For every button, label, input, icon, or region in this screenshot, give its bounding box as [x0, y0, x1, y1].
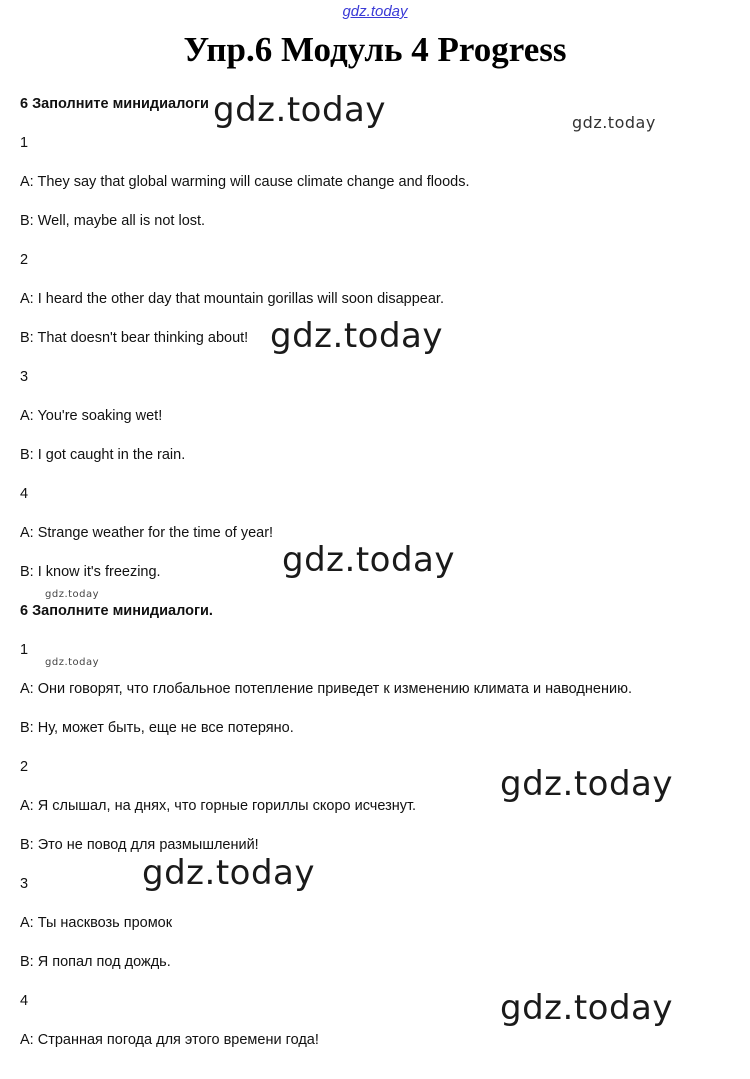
watermark: gdz.today — [500, 988, 673, 1028]
dialog-line-b: B: Well, maybe all is not lost. — [20, 213, 206, 229]
watermark: gdz.today — [45, 589, 100, 600]
watermark: gdz.today — [142, 853, 315, 893]
dialog-line-b: B: Ну, может быть, еще не все потеряно. — [20, 720, 294, 736]
dialog-line-a: A: Ты насквозь промок — [20, 915, 173, 931]
watermark: gdz.today — [270, 316, 443, 356]
dialog-number: 1 — [20, 642, 29, 658]
dialog-number: 2 — [20, 252, 29, 268]
dialog-line-a: A: They say that global warming will cause climate change and floods. — [20, 174, 470, 190]
dialog-line-b: B: Я попал под дождь. — [20, 954, 171, 970]
section-heading-en: 6 Заполните минидиалоги — [20, 96, 209, 112]
dialog-line-a: A: Странная погода для этого времени года! — [20, 1032, 319, 1048]
section-heading-ru: 6 Заполните минидиалоги. — [20, 603, 213, 619]
dialog-line-b: B: I got caught in the rain. — [20, 447, 186, 463]
dialog-number: 1 — [20, 135, 29, 151]
dialog-number: 3 — [20, 876, 29, 892]
dialog-line-a: A: You're soaking wet! — [20, 408, 163, 424]
site-link[interactable]: gdz.today — [342, 3, 408, 20]
dialog-line-b: B: Это не повод для размышлений! — [20, 837, 259, 853]
dialog-number: 3 — [20, 369, 29, 385]
dialog-number: 4 — [20, 993, 29, 1009]
dialog-line-a: A: I heard the other day that mountain gorillas will soon disappear. — [20, 291, 444, 307]
dialog-line-a: A: Они говорят, что глобальное потепление приведет к изменению климата и наводнению. — [20, 681, 632, 697]
watermark: gdz.today — [500, 764, 673, 804]
dialog-line-a: A: Я слышал, на днях, что горные гориллы скоро исчезнут. — [20, 798, 417, 814]
dialog-line-b: B: That doesn't bear thinking about! — [20, 330, 249, 346]
watermark: gdz.today — [45, 657, 100, 668]
page-title: Упр.6 Модуль 4 Progress — [183, 30, 567, 69]
dialog-line-b: B: I know it's freezing. — [20, 564, 161, 580]
watermark: gdz.today — [572, 113, 656, 132]
watermark: gdz.today — [282, 540, 455, 580]
dialog-number: 2 — [20, 759, 29, 775]
dialog-number: 4 — [20, 486, 29, 502]
watermark: gdz.today — [213, 90, 386, 130]
dialog-line-a: A: Strange weather for the time of year! — [20, 525, 274, 541]
